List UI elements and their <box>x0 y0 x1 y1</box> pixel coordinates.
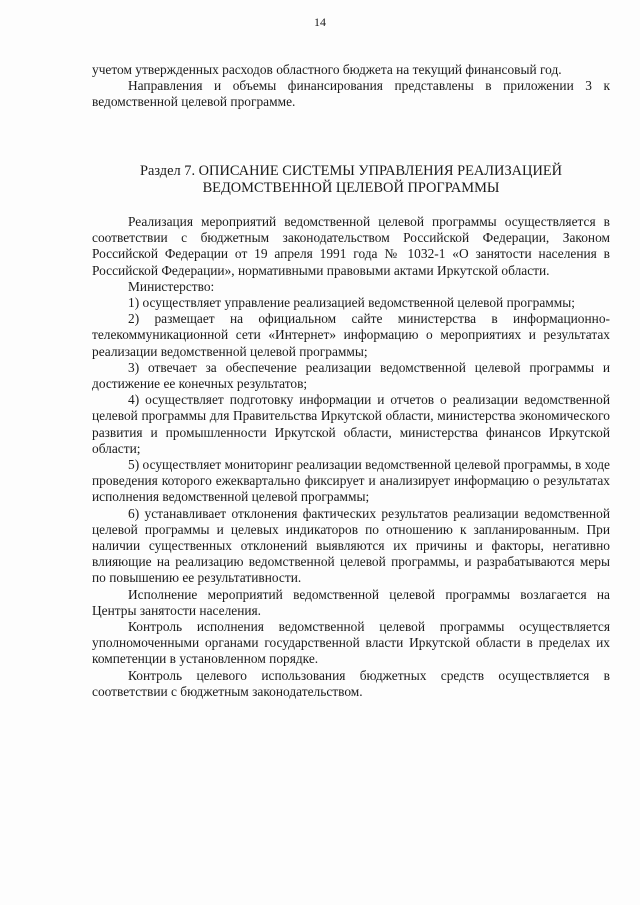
list-item: 3) отвечает за обеспечение реализации ведомственной целевой программы и достижение ее конечных результатов; <box>92 359 610 392</box>
section-heading <box>92 163 610 197</box>
paragraph: Реализация мероприятий ведомственной целевой программы осуществляется в соответствии с бюджетным законодательством Российской Федерации, Законом Российской Федерации от 19 апреля 1991 года № 1032-1 «О занятости населения в Российской Федерации», нормативными правовыми актами Иркутской области. <box>92 214 610 278</box>
paragraph: Контроль исполнения ведомственной целевой программы осуществляется уполномоченными органами государственной власти Иркутской области в пределах их компетенции в установленном порядке. <box>92 619 610 667</box>
list-item: 2) размещает на официальном сайте министерства в информационно-телекоммуникационной сети «Интернет» информацию о мероприятиях и результатах реализации ведомственной целевой программы; <box>92 311 610 359</box>
paragraph: Направления и объемы финансирования представлены в приложении 3 к ведомственной целевой программе. <box>92 78 610 110</box>
paragraph: Исполнение мероприятий ведомственной целевой программы возлагается на Центры занятости населения. <box>92 586 610 618</box>
list-item: 4) осуществляет подготовку информации и отчетов о реализации ведомственной целевой программы для Правительства Иркутской области, министерства экономического развития и промышленности Иркутской области, министерства финансов Иркутской области; <box>92 392 610 456</box>
heading-line: Раздел 7. ОПИСАНИЕ СИСТЕМЫ УПРАВЛЕНИЯ РЕАЛИЗАЦИЕЙ <box>139 163 563 179</box>
paragraph: Контроль целевого использования бюджетных средств осуществляется в соответствии с бюджетным законодательством. <box>92 667 610 699</box>
page-number: 14 <box>314 15 326 29</box>
section-body <box>92 214 610 700</box>
list-item: 5) осуществляет мониторинг реализации ведомственной целевой программы, в ходе проведения которого ежеквартально фиксирует и анализирует информацию о результатах исполнения ведомственной целевой программы; <box>92 457 610 505</box>
list-item: 6) устанавливает отклонения фактических результатов реализации ведомственной целевой программы и целевых индикаторов по отношению к запланированным. При наличии существенных отклонений выявляются их причины и факторы, негативно влияющие на реализацию ведомственной целевой программы, и разрабатываются меры по повышению ее результативности. <box>92 505 610 586</box>
paragraph: Министерство: <box>128 278 215 294</box>
list-item: 1) осуществляет управление реализацией ведомственной целевой программы; <box>128 295 575 311</box>
heading-line: ВЕДОМСТВЕННОЙ ЦЕЛЕВОЙ ПРОГРАММЫ <box>202 180 500 196</box>
paragraph: учетом утвержденных расходов областного бюджета на текущий финансовый год. <box>92 62 562 77</box>
intro-text <box>92 62 610 111</box>
